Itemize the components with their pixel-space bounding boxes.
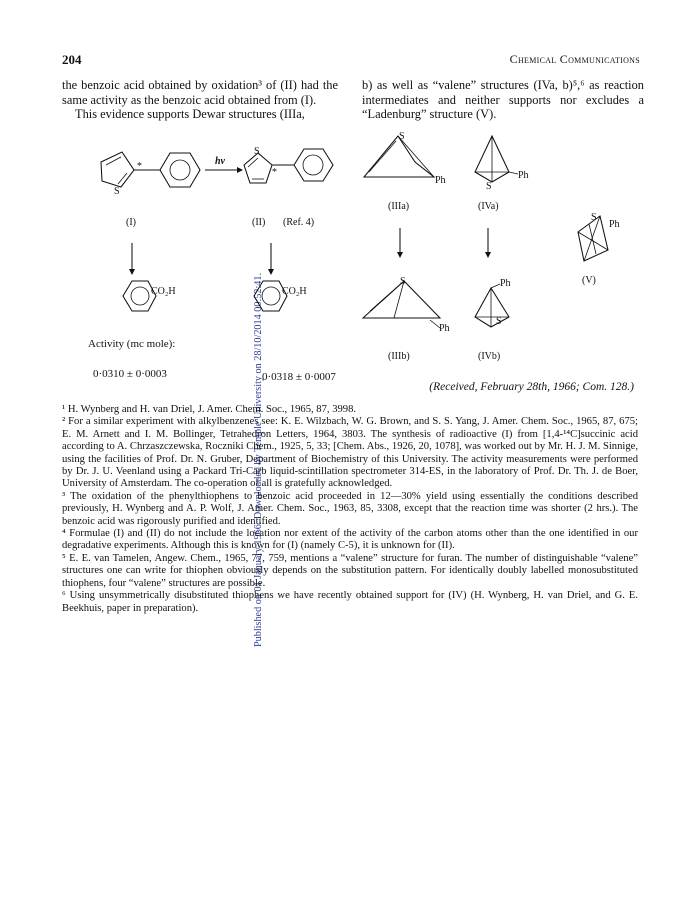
activity-II-value: 0·0318 ± 0·0007 [262, 371, 336, 383]
label-V: (V) [582, 275, 596, 286]
label-II: (II) [252, 217, 266, 228]
label-IVb: (IVb) [478, 351, 501, 362]
journal-title: Chemical Communications [509, 52, 640, 66]
ref4-label: (Ref. 4) [283, 217, 315, 228]
IIIb-ph: Ph [439, 323, 450, 334]
activity-label: Activity (mc mole): [88, 338, 176, 350]
co2h-left: CO₂H [151, 286, 176, 297]
sulfur-label-I: S [114, 186, 120, 197]
page-number: 204 [62, 52, 82, 67]
footnote-6: ⁶ Using unsymmetrically disubstituted thiophens we have recently obtained support for (IV) (H. Wynberg, H. van Driel, and G. E. Beekhuis, paper in preparation). [62, 590, 638, 614]
compound-IVa [475, 136, 529, 212]
compound-I-thiophen [101, 152, 142, 197]
label-I: (I) [126, 217, 136, 228]
arrow-down-IVa [485, 228, 491, 258]
arrow-down-I [129, 243, 135, 275]
compound-IIIb [363, 276, 450, 362]
arrow-down-IIIa [397, 228, 403, 258]
compound-IIIa [364, 131, 446, 212]
compound-I-phenyl [160, 153, 200, 187]
footnote-3: ³ The oxidation of the phenylthiophens to benzoic acid proceeded in 12—30% yield using essentially the conditions described previously, H. Wynberg and A. P. Wolf, J. Amer. Chem. Soc., 1963, 85, 3308, except that the reaction time was shorter (2 hrs.). The benzoic acid was rigorously purified and identified. [62, 490, 638, 527]
label-star-II: * [272, 167, 277, 178]
footnote-5: ⁵ E. E. van Tamelen, Angew. Chem., 1965, 77, 759, mentions a “valene” structure for furan. The number of distinguishable “valene” structures one can write for thiophen obviously depends on the substitution pattern. For identically doubly labelled monosubstituted thiophens, four “valene” structures are possible. [62, 552, 638, 589]
activity-I-value: 0·0310 ± 0·0003 [93, 368, 167, 380]
sulfur-label-II: S [254, 146, 260, 157]
download-watermark: Published on 01 January 1966. Downloaded by Temple University on 28/10/2014 00:52:41. [253, 272, 264, 648]
footnote-4: ⁴ Formulae (I) and (II) do not include the location nor extent of the activity of the carbon atoms other than the one identified in our degradative experiments. Although this is known for (I) (namely C-5), it is unknown for (II). [62, 528, 638, 552]
IIIa-ph: Ph [435, 175, 446, 186]
label-IIIb: (IIIb) [388, 351, 410, 362]
footnote-2: ² For a similar experiment with alkylbenzenes see: K. E. Wilzbach, W. G. Brown, and S. S. Yang, J. Amer. Chem. Soc., 1965, 87, 675; E. M. Arnett and I. M. Bollinger, Tetrahedron Letters, 1964, 3803. The synthesis of radioactive (I) from [1,4-¹⁴C]succinic acid according to A. Chrzaszczewska, Roczniki Chem., 1925, 5, 33; [Chem. Abs., 1926, 20, 1078], was worked out by Mr. H. J. M. Sinnige, using the facilities of Prof. Dr. N. Gruber, Department of Biochemistry of this University. The activity measurements were performed by Dr. J. U. Veenland using a Packard Tri-Carb liquid-scintillation spectrometer 314-ES, in the laboratory of Prof. Dr. Th. J. de Boer, University of Amsterdam. The co-operation of all is gratefully acknowledged. [62, 416, 638, 490]
right-column [362, 78, 644, 122]
left-column [62, 78, 338, 122]
IVb-sulfur: S [496, 316, 502, 327]
paragraph-right-1: b) as well as “valene” structures (IVa, b)⁵,⁶ as reaction intermediates and neither supports nor excludes a “Ladenburg” structure (V). [362, 78, 644, 122]
V-ph: Ph [609, 219, 620, 230]
received-date: (Received, February 28th, 1966; Com. 128.) [429, 381, 634, 393]
label-star-I: * [137, 161, 142, 172]
label-IVa: (IVa) [478, 201, 499, 212]
scheme-right [360, 130, 660, 365]
hv-label: hν [215, 156, 225, 167]
footnote-1: ¹ H. Wynberg and H. van Driel, J. Amer. Chem. Soc., 1965, 87, 3998. [62, 404, 357, 415]
benzoic-acid-I [123, 281, 176, 311]
compound-V [578, 212, 620, 286]
compound-IVb [475, 278, 511, 362]
V-sulfur: S [591, 212, 597, 223]
IVb-ph: Ph [500, 278, 511, 289]
paragraph-left-2: This evidence supports Dewar structures (IIIa, [75, 107, 305, 122]
IIIa-sulfur: S [399, 131, 405, 142]
arrow-down-II [268, 243, 274, 275]
label-IIIa: (IIIa) [388, 201, 410, 212]
IVa-ph: Ph [518, 170, 529, 181]
IVa-sulfur: S [486, 181, 492, 192]
benzoic-acid-II [254, 281, 307, 311]
compound-II-phenyl [294, 149, 333, 181]
photolysis-arrow [205, 156, 243, 173]
IIIb-sulfur: S [400, 276, 406, 287]
footnotes [62, 404, 638, 615]
co2h-right: CO₂H [282, 286, 307, 297]
paragraph-left-1: the benzoic acid obtained by oxidation³ of (II) had the same activity as the benzoic acid obtained from (I). [62, 78, 338, 107]
